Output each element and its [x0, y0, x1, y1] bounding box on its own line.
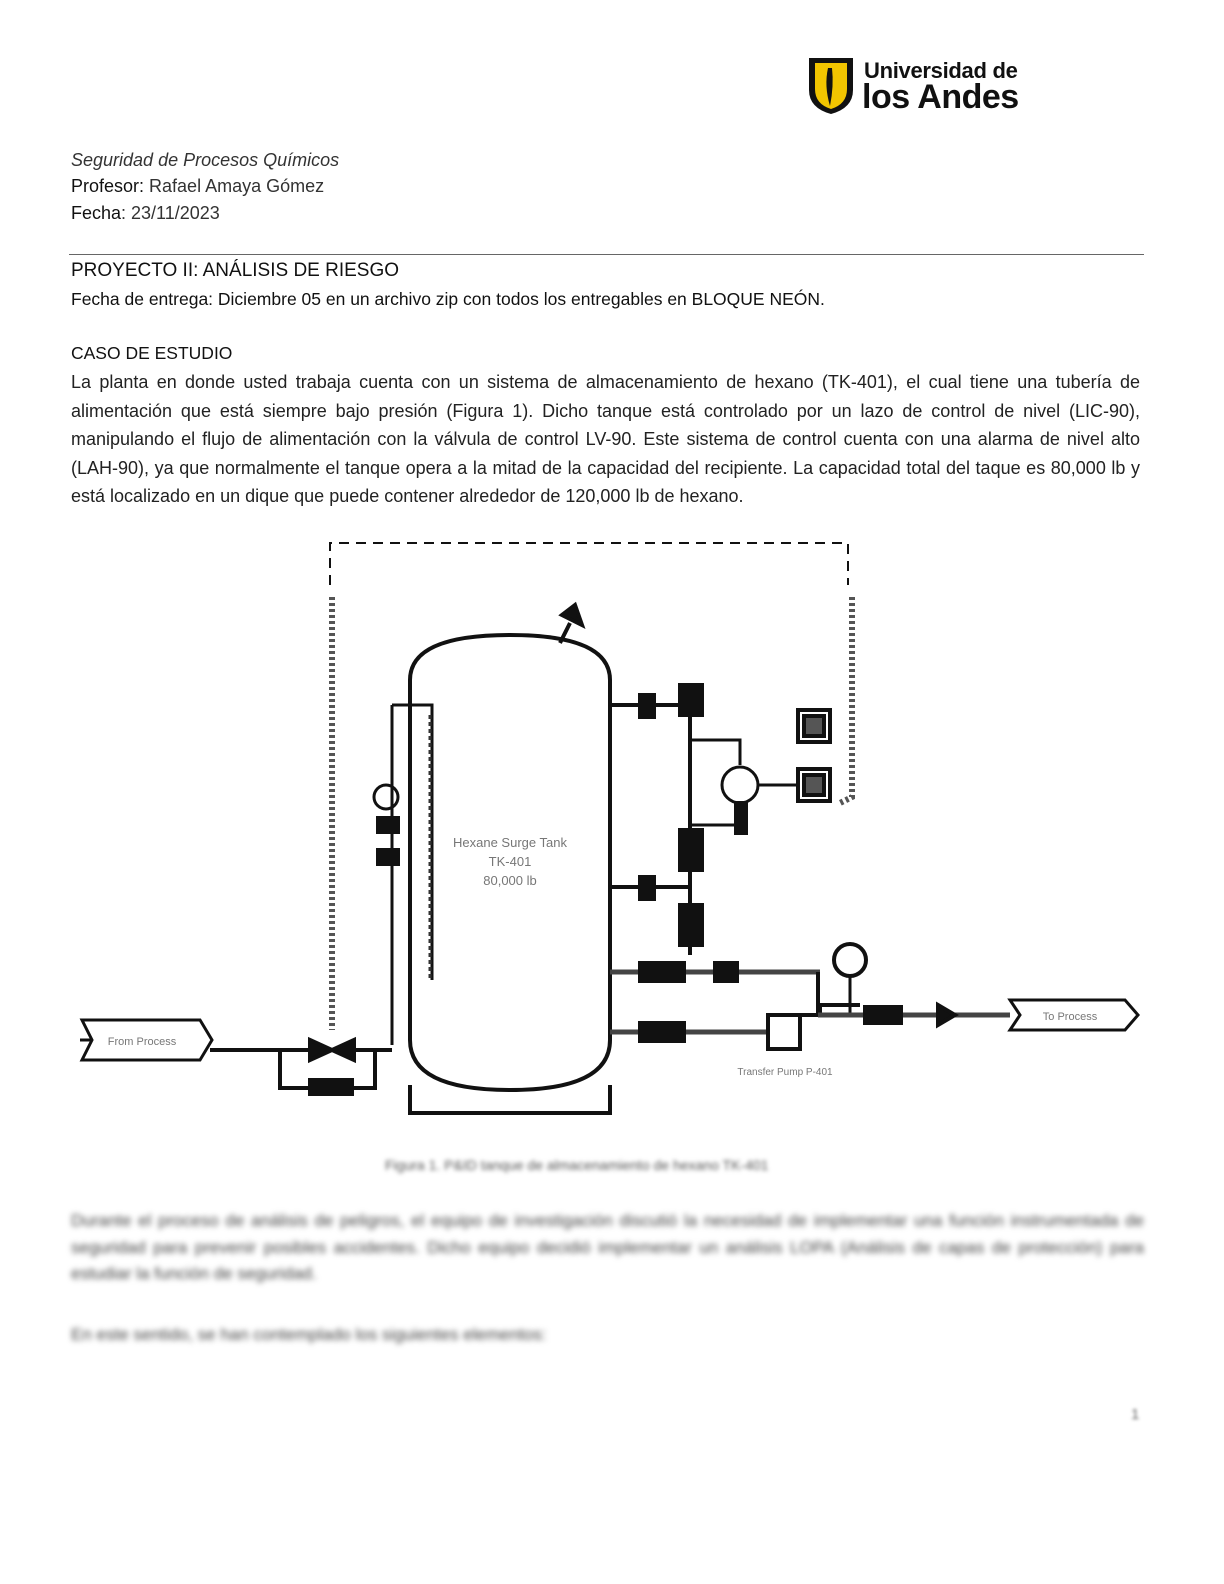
shield-logo-icon: [806, 56, 856, 116]
control-valve-icon: [310, 1040, 354, 1060]
tank-label-1: Hexane Surge Tank: [453, 835, 567, 850]
pressure-gauge-icon: [834, 944, 866, 976]
inlet-label: From Process: [107, 1036, 177, 1048]
professor-name: Rafael Amaya Gómez: [144, 176, 325, 196]
header-divider: [69, 254, 1144, 255]
figure-caption: Figura 1. P&ID tanque de almacenamiento de hexano TK-401: [385, 1157, 769, 1173]
level-gauge-icon: [374, 785, 398, 809]
outlet-label: To Process: [1042, 1011, 1098, 1023]
course-name: Seguridad de Procesos Químicos: [71, 150, 340, 170]
project-title: PROYECTO II: ANÁLISIS DE RIESGO: [71, 260, 400, 281]
bypass-valve: [310, 1080, 352, 1094]
gauge-valve-1: [378, 818, 398, 832]
university-logo: [806, 56, 1019, 118]
tank-label-3: 80,000 lb: [483, 873, 537, 888]
level-transmitter-icon: [722, 767, 758, 803]
due-date: Fecha de entrega: Diciembre 05 en un archivo zip con todos los entregables en BLOQUE NEÓN.: [71, 289, 825, 309]
logo-line-2: los Andes: [862, 78, 1019, 116]
paragraph-3: En este sentido, se han contemplado los siguientes elementos:: [71, 1325, 547, 1344]
logo-line-1: Universidad de: [864, 58, 1018, 83]
check-valve-icon: [938, 1005, 955, 1025]
date-label: Fecha: [71, 203, 122, 223]
case-paragraph: La planta en donde usted trabaja cuenta con un sistema de almacenamiento de hexano (TK-401), el cual tiene una tubería de alimentación que está siempre bajo presión (Figura 1). Dicho tanque está controlado por un lazo de control de nivel (LIC-90), manipulando el flujo de alimentación con la válvula de control LV-90. Este sistema de control cuenta con una alarma de nivel alto (LAH-90), ya que normalmente el tanque opera a la mitad de la capacidad del recipiente. La capacidad total del taque es 80,000 lb y está localizado en un dique que puede contener alrededor de 120,000 lb de hexano.: [71, 372, 1140, 507]
professor-line: [71, 176, 324, 197]
pid-diagram: [70, 535, 1150, 1115]
signal-line-top: [330, 543, 848, 585]
date-line: [71, 203, 220, 224]
paragraph-2: Durante el proceso de análisis de peligros, el equipo de investigación discutió la necesidad de implementar una función instrumentada de seguridad para prevenir posibles accidentes. Dicho equipo decidió implementar un análisis LOPA (Análisis de capas de protección) para estudiar la función de seguridad.: [71, 1211, 1144, 1283]
case-heading: CASO DE ESTUDIO: [71, 343, 233, 363]
tank-label-2: TK-401: [488, 854, 532, 869]
gauge-valve-2: [378, 850, 398, 864]
date-value: : 23/11/2023: [121, 203, 220, 223]
transfer-pump-icon: [768, 1015, 800, 1049]
level-tx-valve-top: [680, 685, 702, 715]
signal-line-right: [840, 597, 852, 803]
pump-label: Transfer Pump P-401: [737, 1067, 833, 1078]
professor-label: Profesor:: [71, 176, 145, 196]
page-number: 1: [1131, 1406, 1140, 1423]
relief-valve-icon: [562, 605, 582, 625]
